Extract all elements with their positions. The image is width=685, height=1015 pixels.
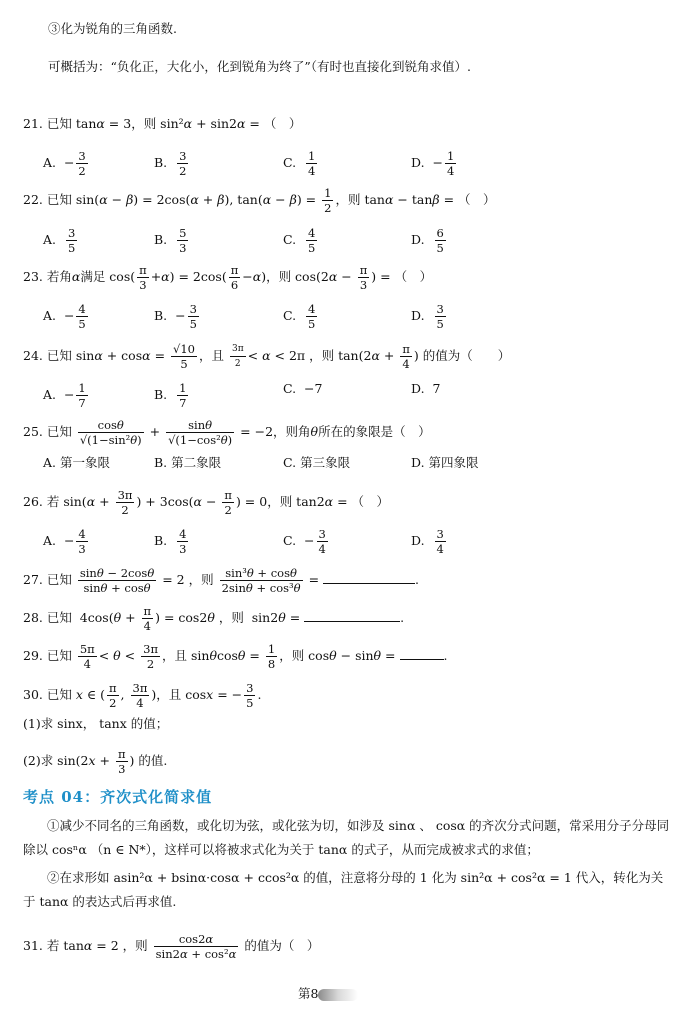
section-paragraph-1: ①减少不同名的三角函数，或化切为弦，或化弦为切，如涉及 sinα 、 cosα 的齐次分式问题，常采用分子分母同除以 cosⁿα （n ∈ N*），这样可以将被求式化为关于 tanα 的式子，从而完成被求式的求值； bbox=[23, 818, 670, 857]
question-22-option-d: D. $\frac{6}{5}$ bbox=[411, 226, 444, 255]
question-26-option-a: A. − $\frac{4}{3}$ bbox=[43, 527, 86, 556]
question-22-stem: 22. 已知 sin(α − β) = 2cos(α + β), tan(α − β) = $\frac{1}{2}$ ，则 tanα − tanβ = （ ） bbox=[23, 186, 496, 215]
question-30-stem: 30. 已知 x ∈ ( $\frac{\pi}{2}$ , $\frac{3\pi}{4}$ )，且 cosx = − $\frac{3}{5}$ . bbox=[23, 681, 262, 710]
question-23-option-a: A. − $\frac{4}{5}$ bbox=[43, 302, 86, 331]
question-22-option-c: C. $\frac{4}{5}$ bbox=[283, 226, 316, 255]
question-31-stem: 31. 若 tanα = 2 ，则 $\frac{\cos 2\alpha}{\text{sin2α + cos²α}}$ 的值为（ ） bbox=[23, 932, 320, 961]
question-21-option-d: D. − $\frac{1}{4}$ bbox=[411, 149, 455, 178]
intro-step3: ③化为锐角的三角函数. bbox=[48, 21, 177, 36]
question-30-part-1: (1)求 sinx， tanx 的值； bbox=[23, 716, 169, 731]
question-28-stem: 28. 已知 4cos(θ + $\frac{\pi}{4}$ ) = cos2θ ，则 sin2θ = . bbox=[23, 604, 405, 633]
question-24-option-d: D. 7 bbox=[411, 381, 441, 396]
question-24-option-c: C. −7 bbox=[283, 381, 323, 396]
question-23-stem: 23. 若角α满足 cos( $\frac{\pi}{3}$ +α) = 2cos( $\frac{\pi}{6}$ −α)，则 cos(2α − $\frac{\pi}{3}$ ) = （ ） bbox=[23, 263, 433, 292]
question-26-option-d: D. $\frac{3}{4}$ bbox=[411, 527, 444, 556]
question-24-option-b: B. $\frac{1}{7}$ bbox=[154, 381, 187, 410]
intro-summary: 可概括为：“负化正，大化小，化到锐角为终了”（有时也直接化到锐角求值）. bbox=[48, 59, 472, 74]
question-23-option-d: D. $\frac{3}{5}$ bbox=[411, 302, 444, 331]
question-24-option-a: A. − $\frac{1}{7}$ bbox=[43, 381, 86, 410]
question-21-option-a: A. − $\frac{3}{2}$ bbox=[43, 149, 86, 178]
question-25-option-a: A. 第一象限 bbox=[43, 455, 111, 470]
question-21-stem: 21. 已知 tanα = 3，则 sin²α + sin2α = （ ） bbox=[23, 116, 302, 131]
question-25-option-c: C. 第三象限 bbox=[283, 455, 351, 470]
question-23-option-c: C. $\frac{4}{5}$ bbox=[283, 302, 316, 331]
question-22-option-a: A. $\frac{3}{5}$ bbox=[43, 226, 76, 255]
question-22-option-b: B. $\frac{5}{3}$ bbox=[154, 226, 187, 255]
page-number: 第8 bbox=[298, 984, 358, 1002]
question-26-stem: 26. 若 sin(α + $\frac{3\pi}{2}$ ) + 3cos(α − $\frac{\pi}{2}$ ) = 0，则 tan2α = （ ） bbox=[23, 488, 390, 517]
question-27-stem: 27. 已知 $\frac{\sin\theta - 2\cos\theta}{\sin\theta + \cos\theta}$ = 2 ，则 $\frac{\text{sin³θ + cosθ}}{\text{2sinθ + cos³θ}}$ = . bbox=[23, 566, 419, 595]
question-21-option-c: C. $\frac{1}{4}$ bbox=[283, 149, 316, 178]
question-26-option-b: B. $\frac{4}{3}$ bbox=[154, 527, 187, 556]
question-24-stem: 24. 已知 sinα + cosα = $\frac{√10}{5}$ ，且 $\frac{3\pi}{2}$ < α < 2π ，则 tan(2α + $\frac{\pi}{4}$ ) 的值为（ ） bbox=[23, 342, 511, 371]
question-25-option-d: D. 第四象限 bbox=[411, 455, 479, 470]
question-21-option-b: B. $\frac{3}{2}$ bbox=[154, 149, 187, 178]
question-25-stem: 25. 已知 $\frac{\cos\theta}{\text{√(1−sin²θ)}}$ + $\frac{\sin\theta}{\text{√(1−cos²θ)}}$ = −2，则角θ所在的象限是（ ） bbox=[23, 418, 431, 447]
question-30-part-2: (2)求 sin(2x + $\frac{\pi}{3}$ ) 的值. bbox=[23, 747, 168, 776]
blurred-region bbox=[318, 989, 358, 1001]
question-29-stem: 29. 已知 $\frac{5\pi}{4}$ < θ < $\frac{3\pi}{2}$ ，且 sinθcosθ = $\frac{1}{8}$ ，则 cosθ − sinθ = . bbox=[23, 642, 448, 671]
question-26-option-c: C. − $\frac{3}{4}$ bbox=[283, 527, 326, 556]
section-heading: 考点 04：齐次式化简求值 bbox=[23, 788, 213, 806]
question-25-option-b: B. 第二象限 bbox=[154, 455, 222, 470]
question-23-option-b: B. − $\frac{3}{5}$ bbox=[154, 302, 197, 331]
section-paragraph-2: ②在求形如 asin²α + bsinα·cosα + ccos²α 的值，注意将分母的 1 化为 sin²α + cos²α = 1 代入，转化为关于 tanα 的表达式后再求值. bbox=[23, 870, 664, 909]
